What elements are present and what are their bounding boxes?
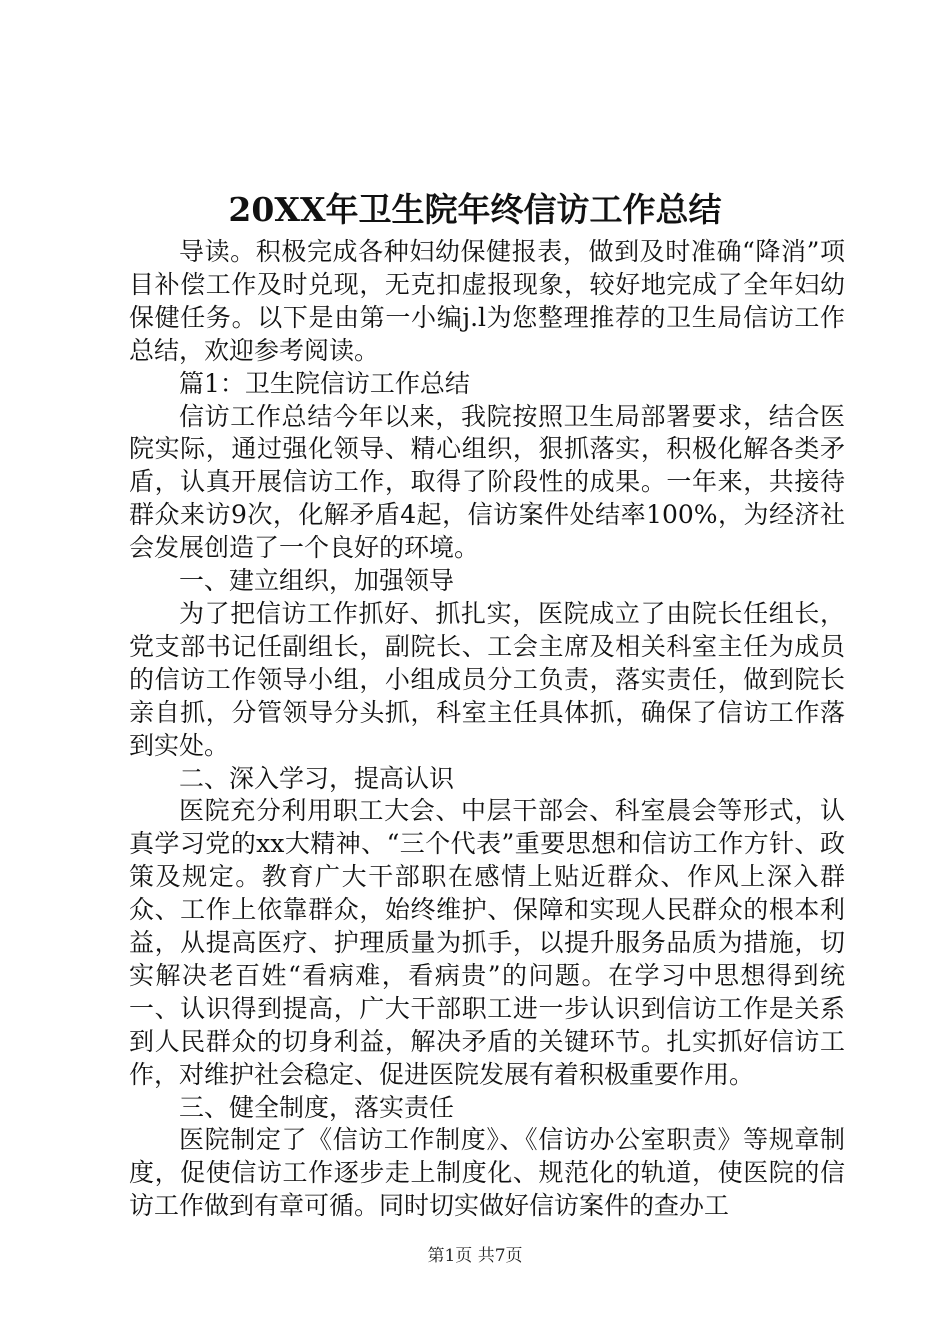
summary-paragraph: 信访工作总结今年以来，我院按照卫生局部署要求，结合医院实际，通过强化领导、精心组织，狠抓落实，积极化解各类矛盾，认真开展信访工作，取得了阶段性的成果。一年来，共接待群众来访9次，化解矛盾4起，信访案件处结率100%，为经济社会发展创造了一个良好的环境。 [129,401,845,563]
study-paragraph: 医院充分利用职工大会、中层干部会、科室晨会等形式，认真学习党的xx大精神、“三个代表”重要思想和信访工作方针、政策及规定。教育广大干部职在感情上贴近群众、作风上深入群众、工作上依靠群众，始终维护、保障和实现人民群众的根本利益，从提高医疗、护理质量为抓手，以提升服务品质为措施，切实解决老百姓“看病难，看病贵”的问题。在学习中思想得到统一、认识得到提高，广大干部职工进一步认识到信访工作是关系到人民群众的切身利益，解决矛盾的关键环节。扎实抓好信访工作，对维护社会稳定、促进医院发展有着积极重要作用。 [129,796,845,1089]
section-heading-3: 三、健全制度，落实责任 [179,1092,455,1122]
section-heading-2: 二、深入学习，提高认识 [179,763,455,793]
section-heading-part1: 篇1：卫生院信访工作总结 [179,368,470,398]
intro-paragraph: 导读。积极完成各种妇幼保健报表，做到及时准确“降消”项目补偿工作及时兑现，无克扣虚报现象，较好地完成了全年妇幼保健任务。以下是由第一小编j.l为您整理推荐的卫生局信访工作总结，欢迎参考阅读。 [129,237,845,365]
system-paragraph: 医院制定了《信访工作制度》、《信访办公室职责》等规章制度，促使信访工作逐步走上制度化、规范化的轨道，使医院的信访工作做到有章可循。同时切实做好信访案件的查办工 [129,1125,845,1221]
document-title: 20XX年卫生院年终信访工作总结 [228,190,722,229]
document-body [129,236,845,1223]
section-heading-1: 一、建立组织，加强领导 [179,566,455,596]
organization-paragraph: 为了把信访工作抓好、抓扎实，医院成立了由院长任组长，党支部书记任副组长，副院长、工会主席及相关科室主任为成员的信访工作领导小组，小组成员分工负责，落实责任，做到院长亲自抓，分管领导分头抓，科室主任具体抓，确保了信访工作落到实处。 [129,598,845,760]
page-number-footer: 第1页 共7页 [427,1246,523,1266]
